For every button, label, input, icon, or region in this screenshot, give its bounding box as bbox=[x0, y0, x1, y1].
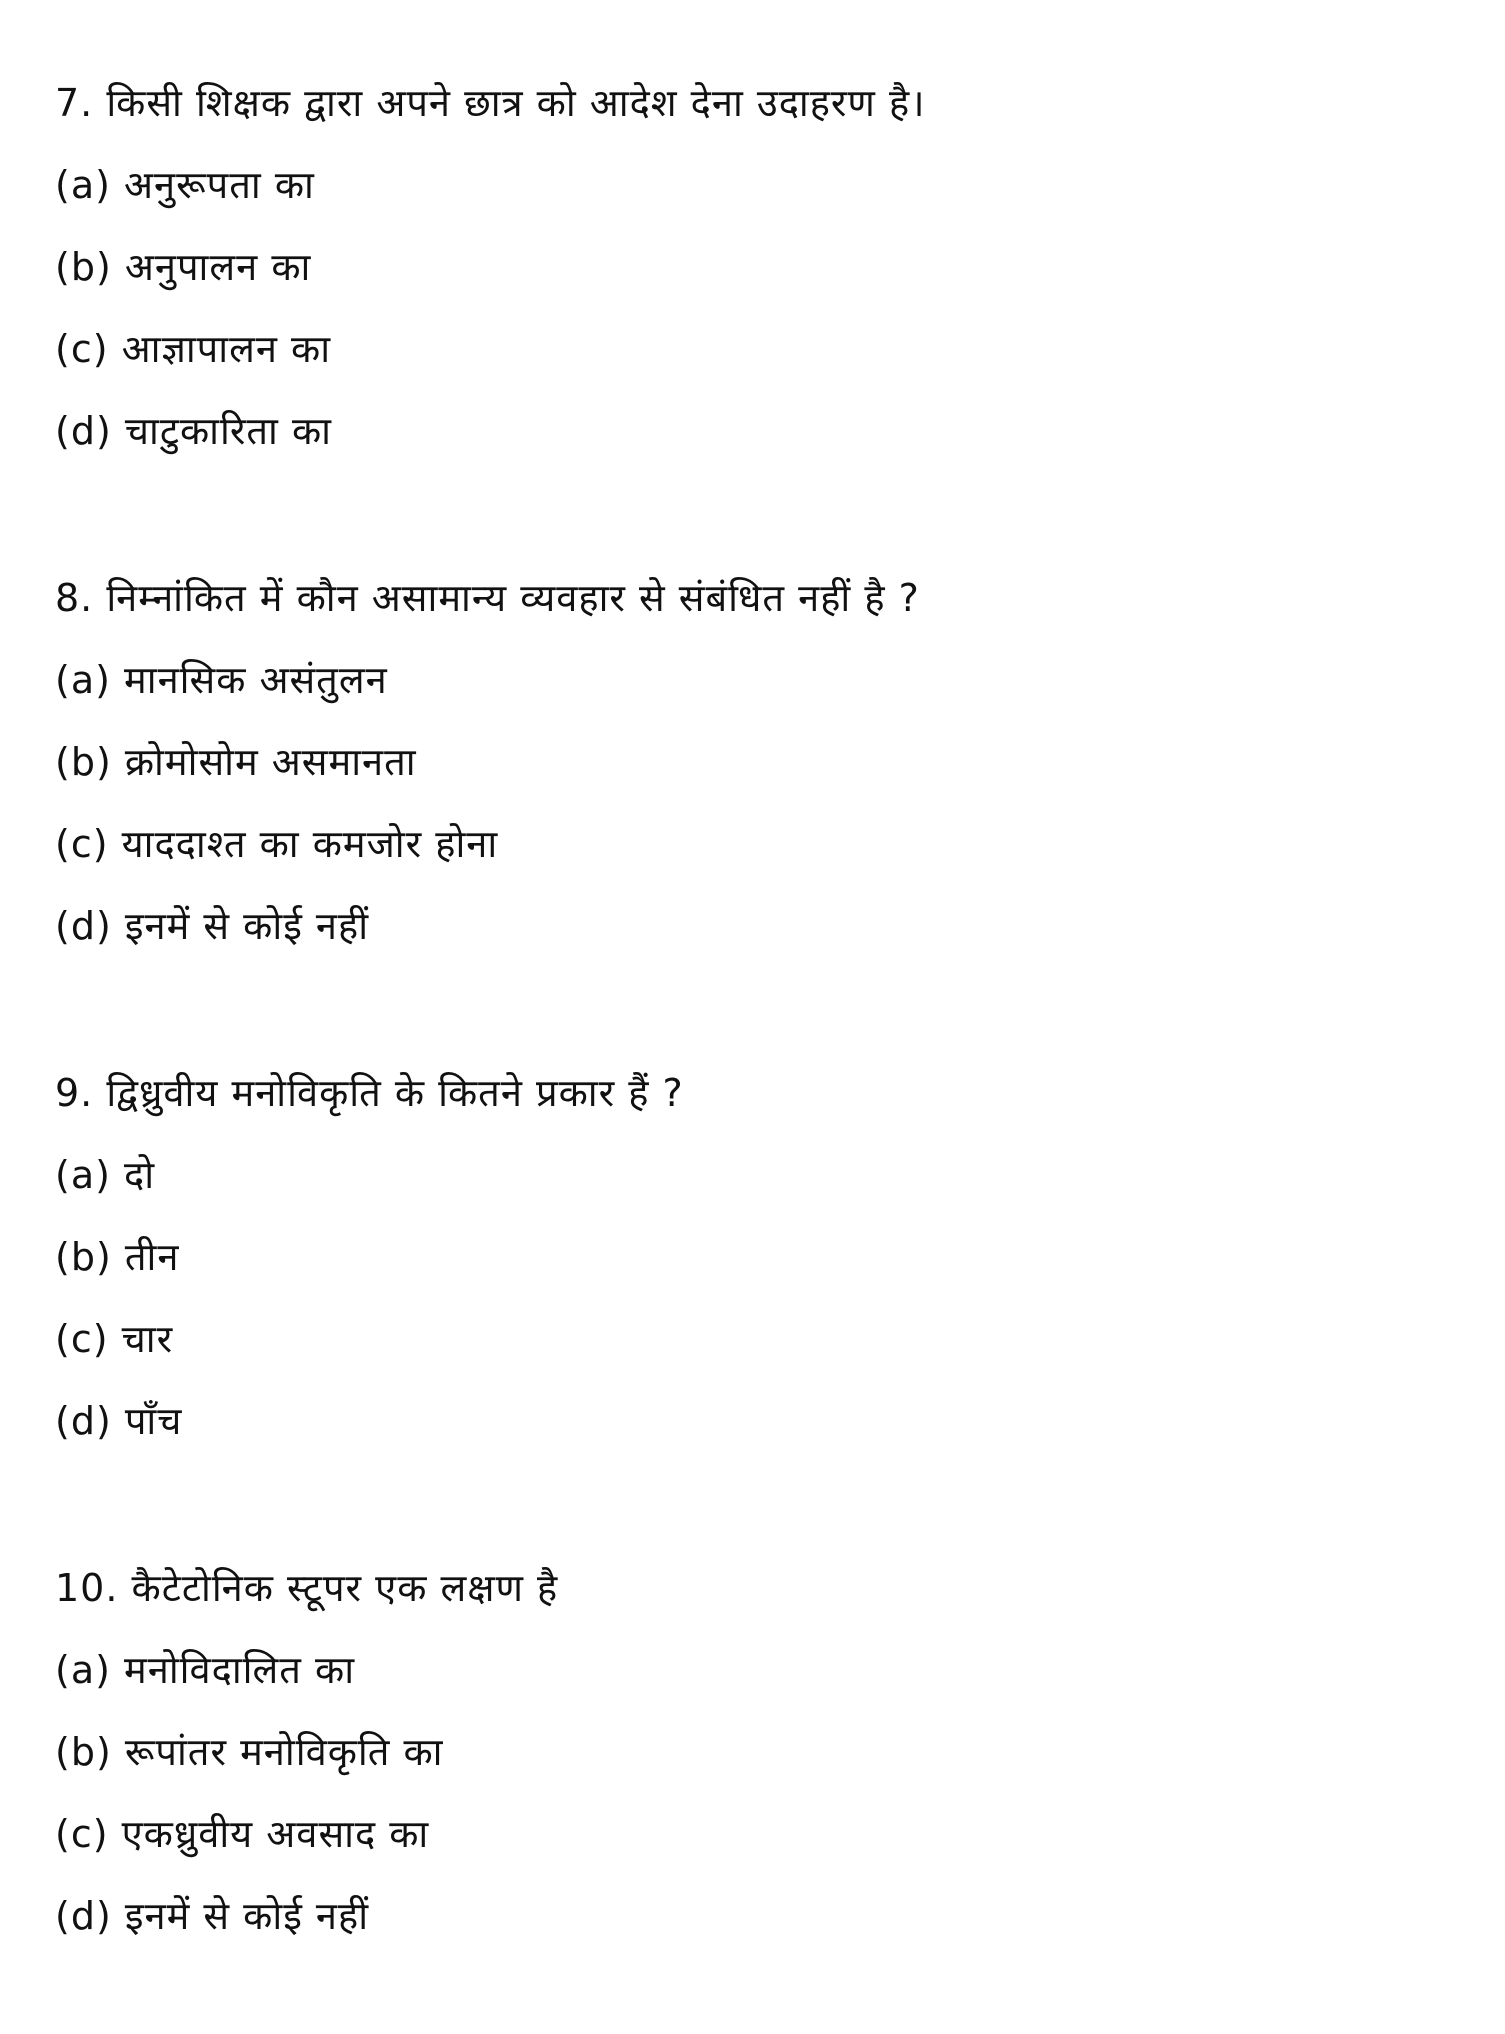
option-b: (b) क्रोमोसोम असमानता bbox=[55, 740, 417, 784]
option-b: (b) रूपांतर मनोविकृति का bbox=[55, 1730, 444, 1774]
question-text: 8. निम्नांकित में कौन असामान्य व्यवहार से संबंधित नहीं है ? bbox=[55, 576, 920, 620]
option-c: (c) याददाश्त का कमजोर होना bbox=[55, 822, 499, 866]
option-d: (d) इनमें से कोई नहीं bbox=[55, 904, 370, 948]
question-10 bbox=[55, 1547, 1455, 1957]
question-9 bbox=[55, 1052, 1455, 1462]
option-b: (b) तीन bbox=[55, 1235, 180, 1279]
question-8 bbox=[55, 557, 1455, 967]
question-text: 7. किसी शिक्षक द्वारा अपने छात्र को आदेश देना उदाहरण है। bbox=[55, 81, 926, 125]
option-a: (a) दो bbox=[55, 1153, 156, 1197]
option-c: (c) चार bbox=[55, 1317, 174, 1361]
question-text: 10. कैटेटोनिक स्टूपर एक लक्षण है bbox=[55, 1566, 559, 1610]
option-a: (a) मनोविदालित का bbox=[55, 1648, 356, 1692]
option-a: (a) मानसिक असंतुलन bbox=[55, 658, 388, 702]
option-c: (c) एकध्रुवीय अवसाद का bbox=[55, 1812, 430, 1856]
option-c: (c) आज्ञापालन का bbox=[55, 327, 332, 371]
option-d: (d) पाँच bbox=[55, 1399, 183, 1443]
option-b: (b) अनुपालन का bbox=[55, 245, 312, 289]
option-d: (d) चाटुकारिता का bbox=[55, 409, 332, 453]
option-a: (a) अनुरूपता का bbox=[55, 163, 315, 207]
option-d: (d) इनमें से कोई नहीं bbox=[55, 1894, 370, 1938]
question-7 bbox=[55, 62, 1455, 472]
question-text: 9. द्विध्रुवीय मनोविकृति के कितने प्रकार हैं ? bbox=[55, 1071, 684, 1115]
